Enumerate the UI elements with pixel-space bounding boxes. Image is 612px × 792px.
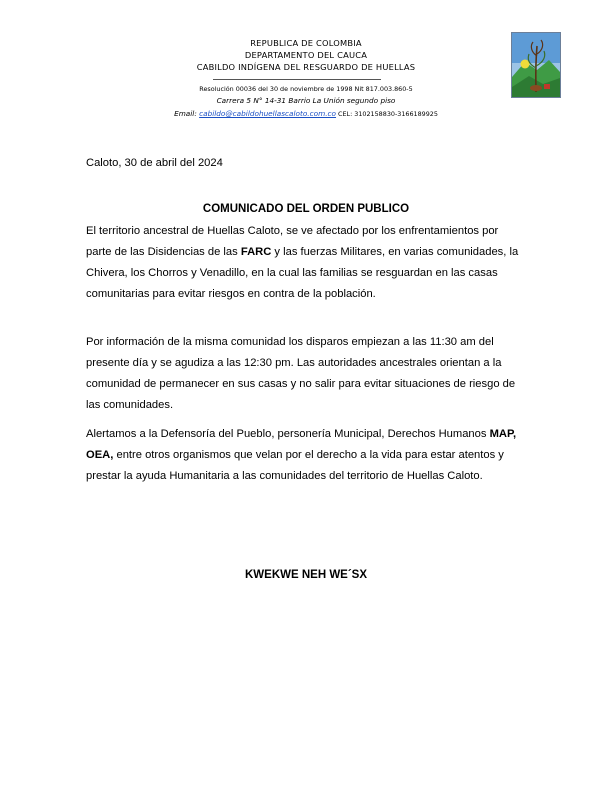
paragraph-3-bold: MAP, OEA, xyxy=(86,428,517,461)
document-date: Caloto, 30 de abril del 2024 xyxy=(86,157,223,169)
paragraph-1-bold: FARC xyxy=(240,246,272,258)
signature: KWEKWE NEH WE´SX xyxy=(244,569,368,581)
paragraph-3-text-b: entre otros organismos que velan por el derecho a la vida para estar atentos y prestar la ayuda Humanitaria a las comunidades del territorio de Huellas Caloto. xyxy=(86,449,504,482)
paragraph-1-text-a: El territorio ancestral de Huellas Caloto, se ve afectado por los enfrentamientos por parte de las Disidencias de las xyxy=(86,225,499,258)
paragraph-3-text-a: Alertamos a la Defensoría del Pueblo, personería Municipal, Derechos Humanos xyxy=(86,428,490,440)
header-resolution: Resolución 00036 del 30 de noviembre de 1998 Nit 817.003.860-5 xyxy=(199,85,413,93)
header-cabildo: CABILDO INDÍGENA DEL RESGUARDO DE HUELLAS xyxy=(196,62,416,72)
header-address: Carrera 5 N° 14-31 Barrio La Unión segundo piso xyxy=(216,96,396,105)
header-department: DEPARTAMENTO DEL CAUCA xyxy=(244,50,368,60)
paragraph-1 xyxy=(86,221,526,305)
paragraph-3 xyxy=(86,424,526,487)
header-divider xyxy=(213,79,381,80)
paragraph-2: Por información de la misma comunidad los disparos empiezan a las 11:30 am del presente día y se agudiza a las 12:30 pm. Las autoridades ancestrales orientan a la comunidad de permanecer en sus casas y no salir para evitar situaciones de riesgo de las comunidades. xyxy=(86,336,516,411)
phone-text: CEL: 3102158830-3166189925 xyxy=(336,110,438,118)
header-contact xyxy=(0,109,612,118)
paragraph-1-text-b: y las fuerzas Militares, en varias comunidades, la Chivera, los Chorros y Venadillo, en la cual las familias se resguardan en las casas comunitarias para evitar riesgos en contra de la población. xyxy=(86,246,519,300)
header-republic: REPUBLICA DE COLOMBIA xyxy=(250,38,362,48)
email-label: Email: xyxy=(174,109,200,118)
document-title: COMUNICADO DEL ORDEN PUBLICO xyxy=(202,203,410,215)
cabildo-emblem-icon xyxy=(511,32,561,98)
email-link[interactable]: cabildo@cabildohuellascaloto.com.co xyxy=(199,109,337,118)
